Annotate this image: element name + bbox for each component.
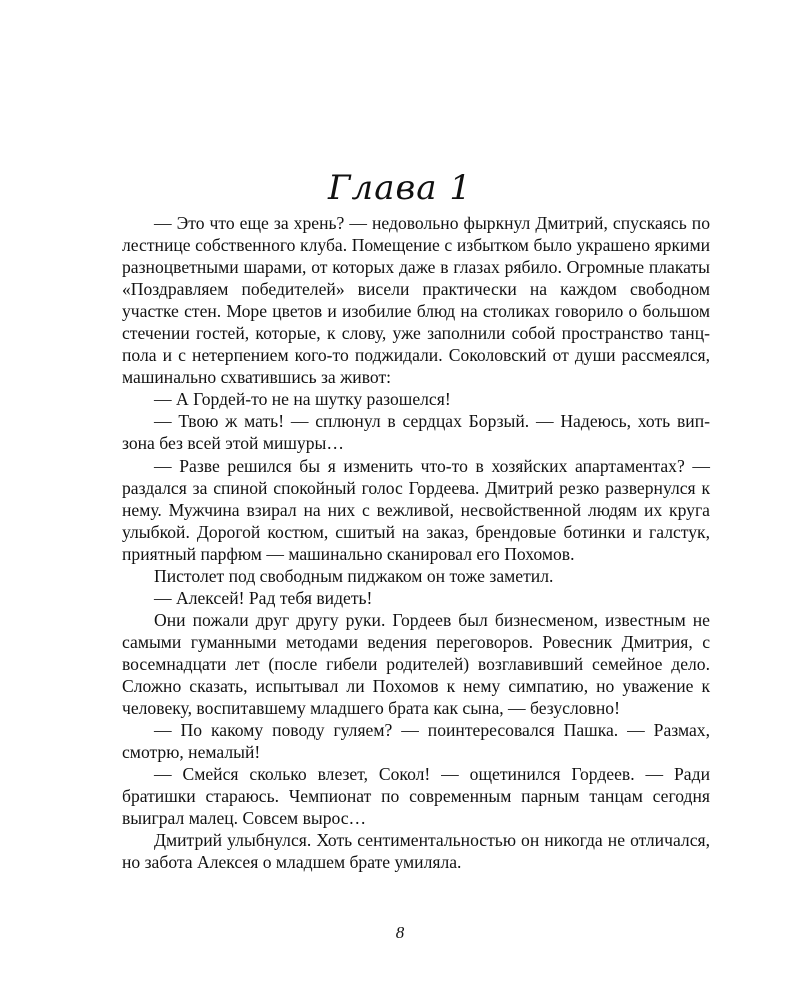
paragraph: — Разве решился бы я изменить что-то в хозяйских апартаментах? — раздался за спиной спокойный голос Гордеева. Дмитрий резко развернулся к нему. Мужчина взирал на них с вежливой, несвойственной людям их круга улыбкой. Дорогой костюм, сшитый на заказ, брендовые ботинки и галстук, приятный парфюм — машинально сканировал его Похомов. [122, 455, 710, 564]
paragraph: Пистолет под свободным пиджаком он тоже заметил. [154, 565, 554, 586]
paragraph: Они пожали друг другу руки. Гордеев был бизнесменом, известным не самыми гуманными методами ведения переговоров. Ровесник Дмитрия, с восемнадцати лет (после гибели родителей) возглавивший семейное дело. Сложно сказать, испытывал ли Похомов к нему симпатию, но уважение к человеку, воспитавшему младшего брата как сына, — безусловно! [122, 609, 710, 719]
paragraph: — Алексей! Рад тебя видеть! [154, 587, 373, 608]
paragraph: — Это что еще за хрень? — недовольно фыркнул Дмитрий, спускаясь по лестнице собственного клуба. Помещение с избытком было украшено яркими разноцветными шарами, от которых даже в глазах рябило. Огромные плакаты «Поздравляем победителей» висели практически на каждом свободном участке стен. Море цветов и изобилие блюд на столиках говорило о большом стечении гостей, которые, к слову, уже заполнили собой пространство танцпола и с нетерпением кого-то поджидали. Соколовский от души рассмеялся, машинально схватившись за живот: [122, 213, 710, 388]
chapter-body [122, 212, 710, 873]
paragraph: — Твою ж мать! — сплюнул в сердцах Борзый. — Надеюсь, хоть вип-зона без всей этой мишуры… [122, 411, 710, 454]
paragraph: — А Гордей-то не на шутку разошелся! [154, 389, 451, 410]
paragraph: Дмитрий улыбнулся. Хоть сентиментальностью он никогда не отличался, но забота Алексея о младшем брате умиляла. [122, 830, 710, 873]
paragraph: — По какому поводу гуляем? — поинтересовался Пашка. — Размах, смотрю, немалый! [122, 720, 710, 763]
paragraph: — Смейся сколько влезет, Сокол! — ощетинился Гордеев. — Ради братишки стараюсь. Чемпионат по современным парным танцам сегодня выиграл малец. Совсем вырос… [122, 764, 710, 829]
page-number: 8 [395, 923, 405, 942]
chapter-title: Глава 1 [328, 168, 472, 208]
